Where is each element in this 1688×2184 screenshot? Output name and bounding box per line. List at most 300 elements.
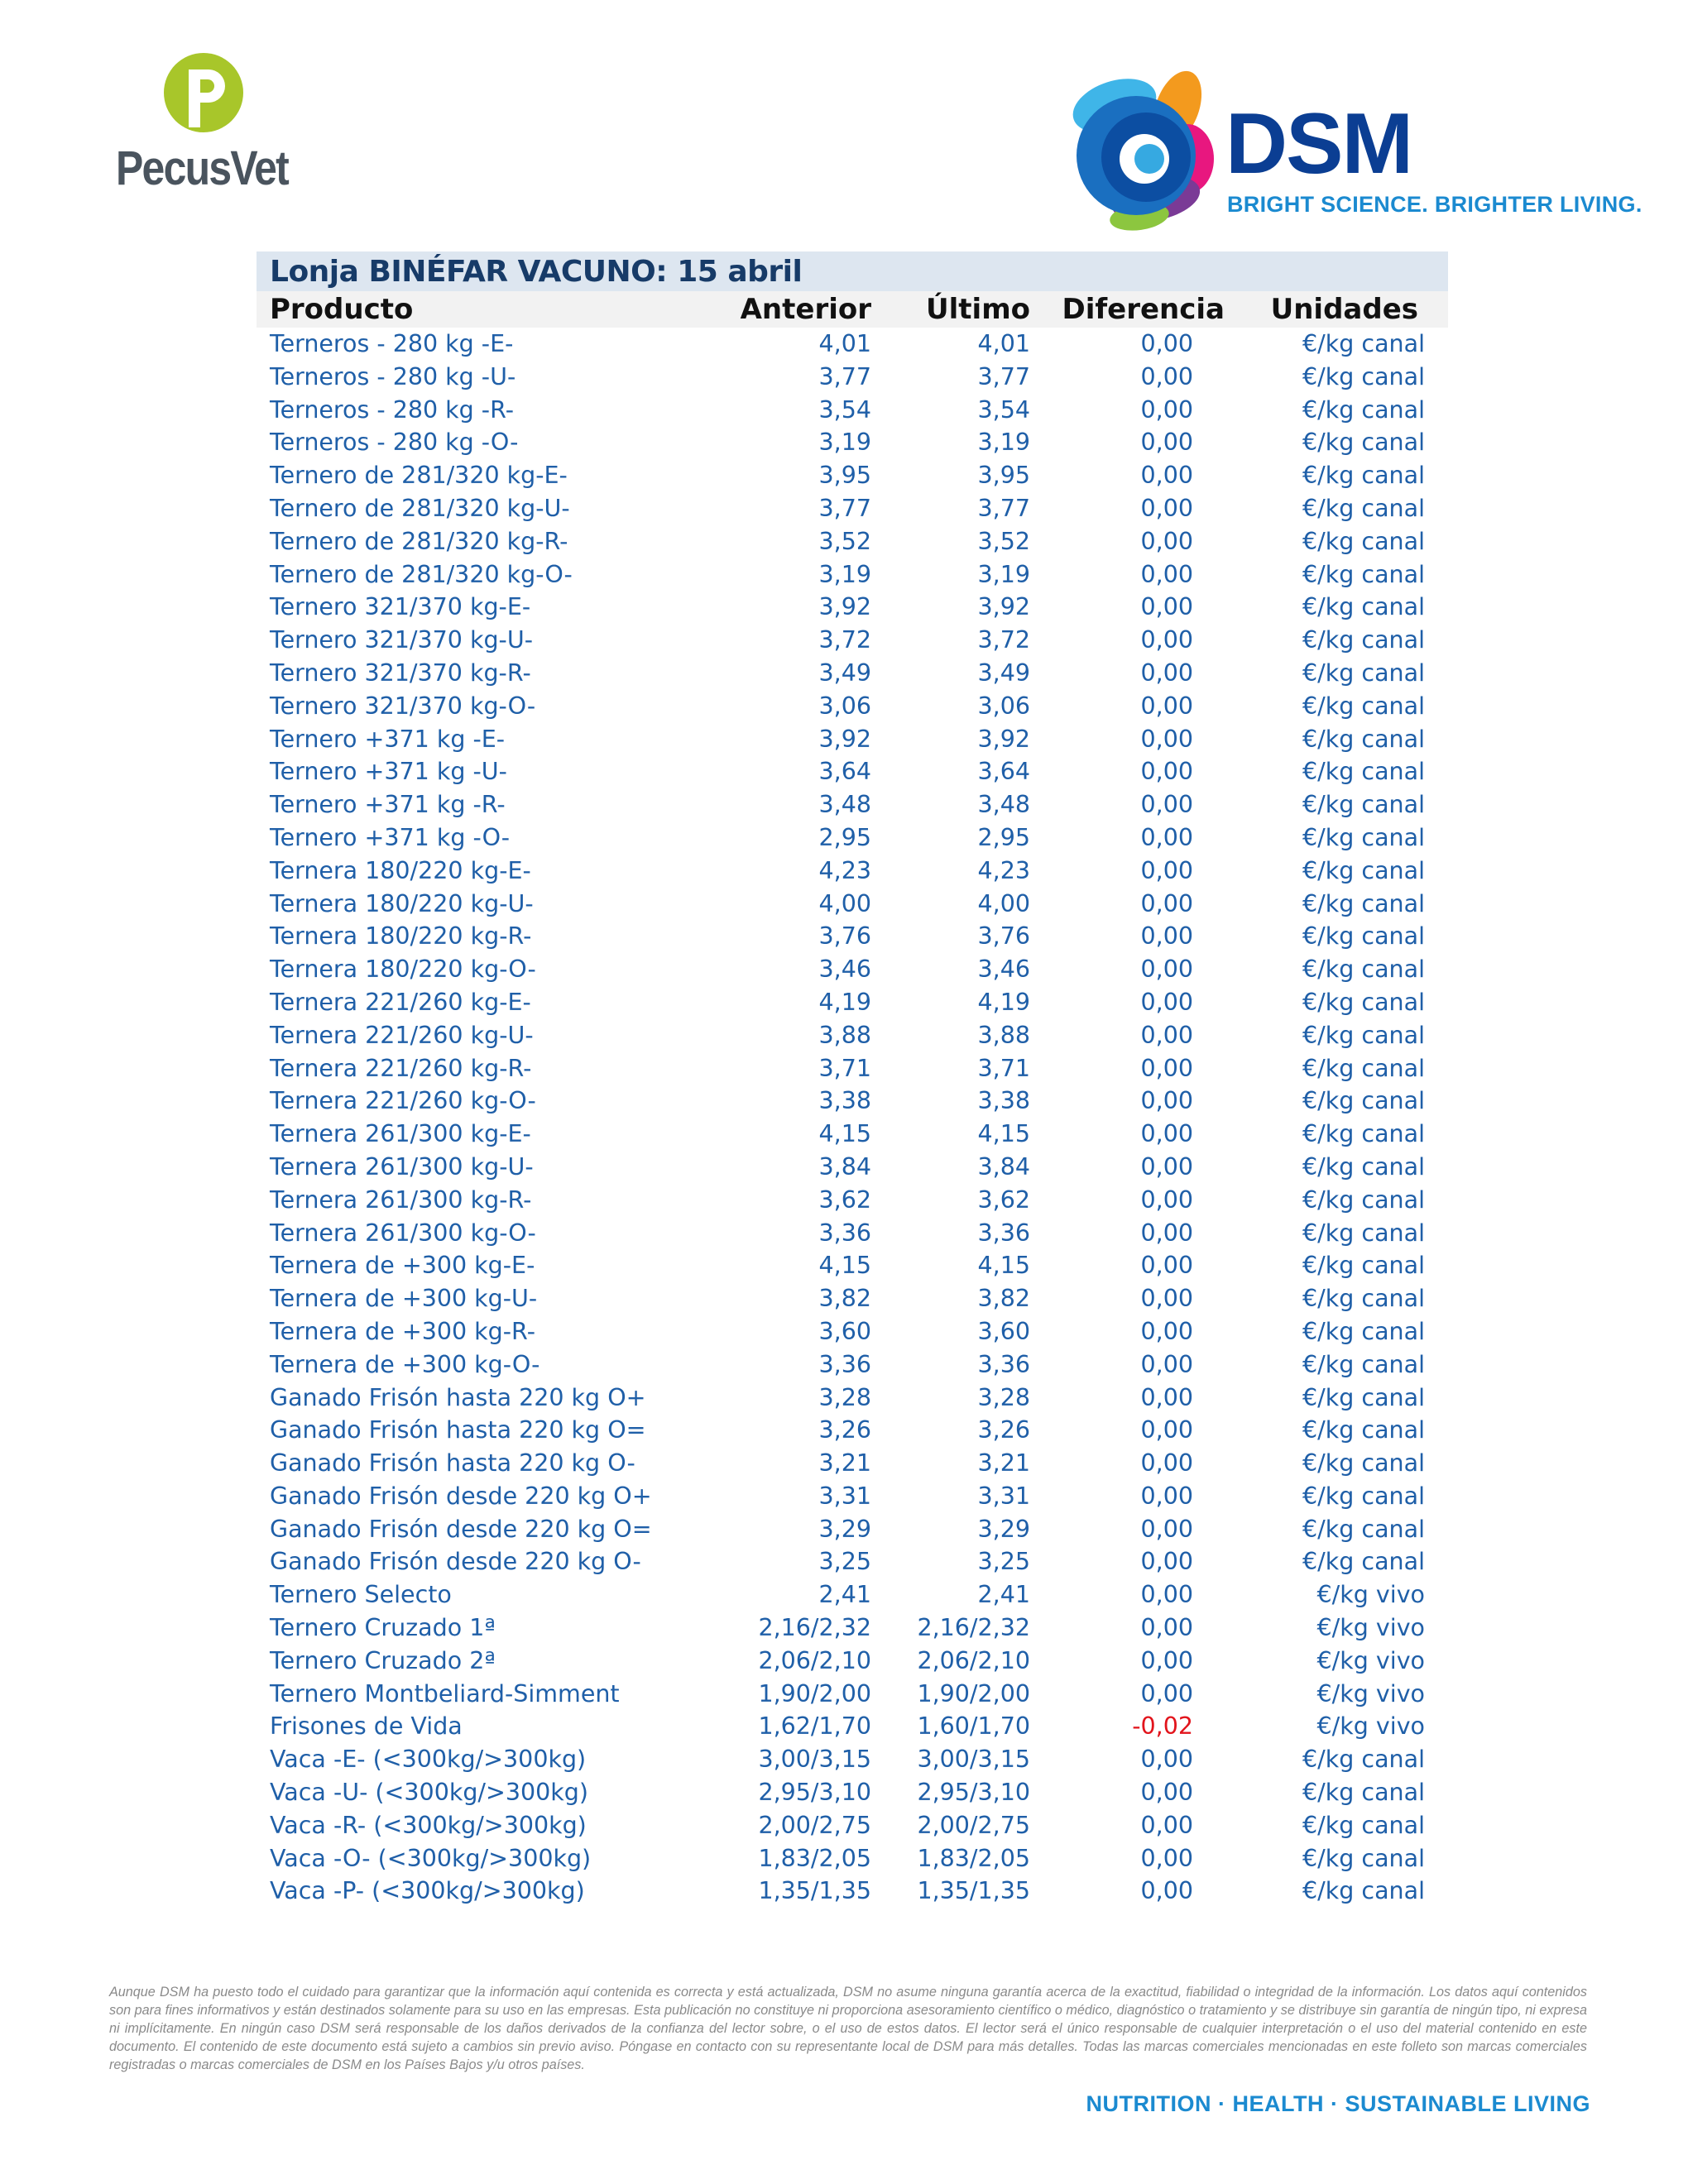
last-cell: 3,28 <box>977 1383 1030 1411</box>
table-row <box>257 1249 1448 1282</box>
difference-cell: 0,00 <box>1140 560 1193 588</box>
previous-cell: 2,95/3,10 <box>758 1779 871 1807</box>
last-cell: 1,83/2,05 <box>917 1844 1030 1872</box>
product-cell: Vaca -U- (<300kg/>300kg) <box>270 1779 589 1807</box>
table-row <box>257 1612 1448 1645</box>
last-cell: 3,49 <box>977 659 1030 687</box>
last-cell: 2,95/3,10 <box>917 1779 1030 1807</box>
difference-cell: 0,00 <box>1140 1581 1193 1609</box>
table-row <box>257 1447 1448 1480</box>
table-row <box>257 1678 1448 1711</box>
product-cell: Ternero de 281/320 kg-R- <box>270 527 568 555</box>
previous-cell: 4,15 <box>818 1252 871 1280</box>
table-row <box>257 591 1448 624</box>
product-cell: Ternera de +300 kg-U- <box>270 1285 538 1313</box>
units-cell: €/kg canal <box>1302 1317 1425 1345</box>
units-cell: €/kg canal <box>1302 1252 1425 1280</box>
difference-cell: 0,00 <box>1140 494 1193 522</box>
table-row <box>257 755 1448 788</box>
units-cell: €/kg canal <box>1302 922 1425 951</box>
previous-cell: 3,49 <box>818 659 871 687</box>
units-cell: €/kg canal <box>1302 395 1425 424</box>
previous-cell: 3,38 <box>818 1087 871 1115</box>
difference-cell: 0,00 <box>1140 1844 1193 1872</box>
units-cell: €/kg canal <box>1302 956 1425 984</box>
previous-cell: 3,84 <box>818 1152 871 1181</box>
table-row <box>257 1348 1448 1382</box>
previous-cell: 3,48 <box>818 791 871 819</box>
difference-cell: 0,00 <box>1140 1087 1193 1115</box>
previous-cell: 3,92 <box>818 725 871 753</box>
product-cell: Ternero de 281/320 kg-U- <box>270 494 570 522</box>
table-row <box>257 1480 1448 1513</box>
product-cell: Ternera 261/300 kg-E- <box>270 1120 531 1148</box>
table-row <box>257 1710 1448 1743</box>
difference-cell: 0,00 <box>1140 593 1193 621</box>
units-cell: €/kg canal <box>1302 1152 1425 1181</box>
last-cell: 3,95 <box>977 462 1030 490</box>
previous-cell: 3,72 <box>818 626 871 654</box>
table-row <box>257 361 1448 394</box>
table-row <box>257 1645 1448 1678</box>
difference-cell: 0,00 <box>1140 1811 1193 1839</box>
last-cell: 4,00 <box>977 889 1030 917</box>
last-cell: 3,72 <box>977 626 1030 654</box>
header-units: Unidades <box>1270 293 1418 326</box>
units-cell: €/kg canal <box>1302 462 1425 490</box>
previous-cell: 3,28 <box>818 1383 871 1411</box>
last-cell: 3,46 <box>977 956 1030 984</box>
table-row <box>257 888 1448 921</box>
units-cell: €/kg canal <box>1302 1383 1425 1411</box>
units-cell: €/kg canal <box>1302 1877 1425 1905</box>
product-cell: Ternero Cruzado 2ª <box>270 1646 496 1674</box>
product-cell: Vaca -P- (<300kg/>300kg) <box>270 1877 585 1905</box>
units-cell: €/kg canal <box>1302 1482 1425 1510</box>
difference-cell: 0,00 <box>1140 1614 1193 1642</box>
table-row <box>257 953 1448 986</box>
difference-cell: 0,00 <box>1140 823 1193 851</box>
table-row <box>257 1052 1448 1085</box>
table-row <box>257 788 1448 821</box>
difference-cell: 0,00 <box>1140 758 1193 786</box>
difference-cell: 0,00 <box>1140 1383 1193 1411</box>
dsm-swirl-icon <box>1063 66 1220 232</box>
difference-cell: 0,00 <box>1140 1219 1193 1247</box>
last-cell: 3,36 <box>977 1350 1030 1378</box>
previous-cell: 3,26 <box>818 1416 871 1444</box>
last-cell: 3,19 <box>977 429 1030 457</box>
previous-cell: 3,88 <box>818 1021 871 1049</box>
difference-cell: 0,00 <box>1140 1285 1193 1313</box>
previous-cell: 3,60 <box>818 1317 871 1345</box>
difference-cell: 0,00 <box>1140 1746 1193 1774</box>
difference-cell: -0,02 <box>1132 1712 1193 1741</box>
difference-cell: 0,00 <box>1140 429 1193 457</box>
last-cell: 2,06/2,10 <box>917 1646 1030 1674</box>
table-header-row <box>257 291 1448 328</box>
units-cell: €/kg canal <box>1302 1285 1425 1313</box>
table-row <box>257 1085 1448 1118</box>
last-cell: 1,90/2,00 <box>917 1679 1030 1707</box>
previous-cell: 3,25 <box>818 1548 871 1576</box>
difference-cell: 0,00 <box>1140 1021 1193 1049</box>
product-cell: Ternera 221/260 kg-U- <box>270 1021 534 1049</box>
units-cell: €/kg canal <box>1302 1811 1425 1839</box>
units-cell: €/kg vivo <box>1316 1614 1425 1642</box>
product-cell: Ternera 180/220 kg-E- <box>270 856 531 884</box>
last-cell: 3,54 <box>977 395 1030 424</box>
units-cell: €/kg canal <box>1302 1844 1425 1872</box>
table-row <box>257 1545 1448 1578</box>
last-cell: 3,52 <box>977 527 1030 555</box>
last-cell: 3,06 <box>977 692 1030 720</box>
units-cell: €/kg canal <box>1302 1120 1425 1148</box>
last-cell: 2,41 <box>977 1581 1030 1609</box>
difference-cell: 0,00 <box>1140 1152 1193 1181</box>
header-previous: Anterior <box>740 293 871 326</box>
difference-cell: 0,00 <box>1140 659 1193 687</box>
product-cell: Ternero +371 kg -E- <box>270 725 506 753</box>
difference-cell: 0,00 <box>1140 626 1193 654</box>
product-cell: Ternera de +300 kg-O- <box>270 1350 540 1378</box>
difference-cell: 0,00 <box>1140 362 1193 390</box>
units-cell: €/kg canal <box>1302 659 1425 687</box>
table-row <box>257 624 1448 657</box>
units-cell: €/kg canal <box>1302 527 1425 555</box>
table-row <box>257 1776 1448 1809</box>
difference-cell: 0,00 <box>1140 1185 1193 1214</box>
difference-cell: 0,00 <box>1140 692 1193 720</box>
table-title: Lonja BINÉFAR VACUNO: 15 abril <box>257 251 1448 291</box>
units-cell: €/kg canal <box>1302 330 1425 357</box>
table-row <box>257 1414 1448 1447</box>
last-cell: 4,19 <box>977 988 1030 1016</box>
pecusvet-mark-icon <box>162 51 245 134</box>
previous-cell: 4,19 <box>818 988 871 1016</box>
previous-cell: 2,00/2,75 <box>758 1811 871 1839</box>
table-row <box>257 459 1448 492</box>
difference-cell: 0,00 <box>1140 1548 1193 1576</box>
table-row <box>257 426 1448 459</box>
product-cell: Vaca -E- (<300kg/>300kg) <box>270 1746 587 1774</box>
units-cell: €/kg canal <box>1302 988 1425 1016</box>
difference-cell: 0,00 <box>1140 395 1193 424</box>
table-row <box>257 1282 1448 1315</box>
last-cell: 3,62 <box>977 1185 1030 1214</box>
units-cell: €/kg canal <box>1302 1054 1425 1082</box>
previous-cell: 4,00 <box>818 889 871 917</box>
difference-cell: 0,00 <box>1140 988 1193 1016</box>
price-table <box>257 251 1448 1908</box>
last-cell: 3,26 <box>977 1416 1030 1444</box>
previous-cell: 3,77 <box>818 494 871 522</box>
last-cell: 3,60 <box>977 1317 1030 1345</box>
table-row <box>257 690 1448 723</box>
units-cell: €/kg canal <box>1302 823 1425 851</box>
difference-cell: 0,00 <box>1140 889 1193 917</box>
units-cell: €/kg vivo <box>1316 1679 1425 1707</box>
product-cell: Ternero 321/370 kg-R- <box>270 659 531 687</box>
units-cell: €/kg canal <box>1302 1087 1425 1115</box>
previous-cell: 3,64 <box>818 758 871 786</box>
product-cell: Ternera de +300 kg-R- <box>270 1317 535 1345</box>
last-cell: 3,76 <box>977 922 1030 951</box>
table-row <box>257 821 1448 855</box>
previous-cell: 3,76 <box>818 922 871 951</box>
product-cell: Ganado Frisón desde 220 kg O= <box>270 1515 652 1543</box>
units-cell: €/kg canal <box>1302 593 1425 621</box>
previous-cell: 3,36 <box>818 1219 871 1247</box>
product-cell: Ternero Selecto <box>270 1581 452 1609</box>
table-row <box>257 1118 1448 1151</box>
units-cell: €/kg canal <box>1302 692 1425 720</box>
difference-cell: 0,00 <box>1140 1779 1193 1807</box>
product-cell: Terneros - 280 kg -U- <box>270 362 516 390</box>
previous-cell: 2,16/2,32 <box>758 1614 871 1642</box>
previous-cell: 3,29 <box>818 1515 871 1543</box>
product-cell: Terneros - 280 kg -R- <box>270 395 515 424</box>
dsm-tagline: BRIGHT SCIENCE. BRIGHTER LIVING. <box>1227 192 1642 217</box>
last-cell: 3,71 <box>977 1054 1030 1082</box>
previous-cell: 4,01 <box>818 330 871 357</box>
product-cell: Ternero Cruzado 1ª <box>270 1614 496 1642</box>
difference-cell: 0,00 <box>1140 1317 1193 1345</box>
difference-cell: 0,00 <box>1140 1646 1193 1674</box>
units-cell: €/kg canal <box>1302 1779 1425 1807</box>
table-row <box>257 1217 1448 1250</box>
pecusvet-logo <box>116 51 298 200</box>
difference-cell: 0,00 <box>1140 527 1193 555</box>
units-cell: €/kg canal <box>1302 1548 1425 1576</box>
difference-cell: 0,00 <box>1140 1679 1193 1707</box>
previous-cell: 1,62/1,70 <box>758 1712 871 1741</box>
table-row <box>257 1513 1448 1546</box>
previous-cell: 3,19 <box>818 429 871 457</box>
header-product: Producto <box>270 293 414 326</box>
previous-cell: 1,83/2,05 <box>758 1844 871 1872</box>
last-cell: 2,00/2,75 <box>917 1811 1030 1839</box>
difference-cell: 0,00 <box>1140 791 1193 819</box>
table-row <box>257 1315 1448 1348</box>
last-cell: 3,21 <box>977 1449 1030 1478</box>
product-cell: Terneros - 280 kg -O- <box>270 429 519 457</box>
units-cell: €/kg canal <box>1302 791 1425 819</box>
last-cell: 1,35/1,35 <box>917 1877 1030 1905</box>
table-row <box>257 328 1448 361</box>
last-cell: 4,15 <box>977 1252 1030 1280</box>
product-cell: Ternera 261/300 kg-U- <box>270 1152 534 1181</box>
product-cell: Ternero +371 kg -O- <box>270 823 511 851</box>
units-cell: €/kg canal <box>1302 1185 1425 1214</box>
units-cell: €/kg canal <box>1302 1449 1425 1478</box>
units-cell: €/kg canal <box>1302 856 1425 884</box>
dsm-logo <box>1063 66 1642 232</box>
previous-cell: 2,06/2,10 <box>758 1646 871 1674</box>
last-cell: 4,01 <box>977 330 1030 357</box>
previous-cell: 3,36 <box>818 1350 871 1378</box>
product-cell: Vaca -O- (<300kg/>300kg) <box>270 1844 592 1872</box>
product-cell: Ternero +371 kg -R- <box>270 791 506 819</box>
product-cell: Ternera 261/300 kg-O- <box>270 1219 536 1247</box>
last-cell: 3,88 <box>977 1021 1030 1049</box>
table-row <box>257 920 1448 953</box>
product-cell: Ganado Frisón desde 220 kg O- <box>270 1548 641 1576</box>
product-cell: Ternero Montbeliard-Simment <box>270 1679 620 1707</box>
previous-cell: 3,19 <box>818 560 871 588</box>
difference-cell: 0,00 <box>1140 1416 1193 1444</box>
last-cell: 2,16/2,32 <box>917 1614 1030 1642</box>
previous-cell: 2,41 <box>818 1581 871 1609</box>
difference-cell: 0,00 <box>1140 856 1193 884</box>
last-cell: 3,77 <box>977 362 1030 390</box>
previous-cell: 3,31 <box>818 1482 871 1510</box>
table-row <box>257 1382 1448 1415</box>
last-cell: 3,25 <box>977 1548 1030 1576</box>
header-last: Último <box>926 293 1030 326</box>
previous-cell: 3,46 <box>818 956 871 984</box>
units-cell: €/kg canal <box>1302 560 1425 588</box>
previous-cell: 3,92 <box>818 593 871 621</box>
last-cell: 1,60/1,70 <box>917 1712 1030 1741</box>
header-difference: Diferencia <box>1062 293 1225 326</box>
product-cell: Ternera 180/220 kg-O- <box>270 956 536 984</box>
table-row <box>257 657 1448 690</box>
difference-cell: 0,00 <box>1140 1877 1193 1905</box>
difference-cell: 0,00 <box>1140 1515 1193 1543</box>
product-cell: Ternero 321/370 kg-U- <box>270 626 533 654</box>
last-cell: 3,19 <box>977 560 1030 588</box>
last-cell: 3,82 <box>977 1285 1030 1313</box>
table-row <box>257 1842 1448 1875</box>
product-cell: Frisones de Vida <box>270 1712 463 1741</box>
product-cell: Ternera 180/220 kg-R- <box>270 922 532 951</box>
units-cell: €/kg canal <box>1302 362 1425 390</box>
table-row <box>257 855 1448 888</box>
difference-cell: 0,00 <box>1140 725 1193 753</box>
disclaimer-text: Aunque DSM ha puesto todo el cuidado para garantizar que la información aquí contenida es correcta y está actualizada, DSM no asume ninguna garantía acerca de la exactitud, fiabilidad o integridad de la información. Los datos aquí contenidos son para fines informativos y están destinados solamente para su uso en las empresas. Esta publicación no constituye ni proporciona asesoramiento científico o médico, diagnóstico o tratamiento y se distribuye sin garantía de ningún tipo, ni expresa ni implícitamente. En ningún caso DSM será responsable de los daños derivados de la confianza del lector sobre, o el uso de estos datos. El lector será el único responsable de cualquier interpretación o el uso del material contenido en este documento. El contenido de este documento está sujeto a cambios sin previo aviso. Póngase en contacto con su representante local de DSM para más detalles. Todas las marcas comerciales mencionadas en este folleto son marcas comerciales registradas o marcas comerciales de DSM en los Países Bajos y/u otros países. <box>109 1985 1587 2072</box>
difference-cell: 0,00 <box>1140 1449 1193 1478</box>
previous-cell: 3,62 <box>818 1185 871 1214</box>
difference-cell: 0,00 <box>1140 462 1193 490</box>
table-row <box>257 492 1448 525</box>
product-cell: Ganado Frisón hasta 220 kg O- <box>270 1449 635 1478</box>
dsm-name: DSM <box>1225 96 1412 192</box>
units-cell: €/kg vivo <box>1316 1712 1425 1741</box>
units-cell: €/kg canal <box>1302 889 1425 917</box>
product-cell: Terneros - 280 kg -E- <box>270 330 514 357</box>
units-cell: €/kg canal <box>1302 429 1425 457</box>
previous-cell: 3,77 <box>818 362 871 390</box>
pecusvet-name: PecusVet <box>116 141 289 195</box>
last-cell: 3,38 <box>977 1087 1030 1115</box>
units-cell: €/kg canal <box>1302 1515 1425 1543</box>
difference-cell: 0,00 <box>1140 1252 1193 1280</box>
units-cell: €/kg canal <box>1302 725 1425 753</box>
table-row <box>257 1743 1448 1776</box>
last-cell: 3,92 <box>977 593 1030 621</box>
table-row <box>257 525 1448 558</box>
units-cell: €/kg vivo <box>1316 1646 1425 1674</box>
product-cell: Ganado Frisón desde 220 kg O+ <box>270 1482 652 1510</box>
last-cell: 3,77 <box>977 494 1030 522</box>
last-cell: 3,36 <box>977 1219 1030 1247</box>
difference-cell: 0,00 <box>1140 330 1193 357</box>
last-cell: 3,00/3,15 <box>917 1746 1030 1774</box>
table-row <box>257 1875 1448 1908</box>
table-body <box>257 328 1448 1908</box>
product-cell: Ternero de 281/320 kg-E- <box>270 462 568 490</box>
last-cell: 3,31 <box>977 1482 1030 1510</box>
product-cell: Ternero 321/370 kg-E- <box>270 593 531 621</box>
last-cell: 3,48 <box>977 791 1030 819</box>
previous-cell: 1,35/1,35 <box>758 1877 871 1905</box>
table-row <box>257 558 1448 592</box>
units-cell: €/kg canal <box>1302 1350 1425 1378</box>
units-cell: €/kg canal <box>1302 494 1425 522</box>
product-cell: Vaca -R- (<300kg/>300kg) <box>270 1811 587 1839</box>
units-cell: €/kg canal <box>1302 1021 1425 1049</box>
product-cell: Ternera 221/260 kg-R- <box>270 1054 532 1082</box>
table-row <box>257 723 1448 756</box>
previous-cell: 3,95 <box>818 462 871 490</box>
previous-cell: 3,82 <box>818 1285 871 1313</box>
units-cell: €/kg canal <box>1302 1746 1425 1774</box>
previous-cell: 3,52 <box>818 527 871 555</box>
last-cell: 3,84 <box>977 1152 1030 1181</box>
units-cell: €/kg canal <box>1302 1416 1425 1444</box>
units-cell: €/kg vivo <box>1316 1581 1425 1609</box>
product-cell: Ganado Frisón hasta 220 kg O= <box>270 1416 646 1444</box>
last-cell: 4,15 <box>977 1120 1030 1148</box>
last-cell: 4,23 <box>977 856 1030 884</box>
previous-cell: 3,54 <box>818 395 871 424</box>
product-cell: Ganado Frisón hasta 220 kg O+ <box>270 1383 646 1411</box>
previous-cell: 4,15 <box>818 1120 871 1148</box>
previous-cell: 3,00/3,15 <box>758 1746 871 1774</box>
last-cell: 2,95 <box>977 823 1030 851</box>
difference-cell: 0,00 <box>1140 1120 1193 1148</box>
previous-cell: 3,06 <box>818 692 871 720</box>
footer-tagline: NUTRITION · HEALTH · SUSTAINABLE LIVING <box>1086 2091 1590 2116</box>
previous-cell: 1,90/2,00 <box>758 1679 871 1707</box>
table-row <box>257 1578 1448 1612</box>
product-cell: Ternera 221/260 kg-E- <box>270 988 531 1016</box>
table-row <box>257 1151 1448 1184</box>
last-cell: 3,92 <box>977 725 1030 753</box>
last-cell: 3,64 <box>977 758 1030 786</box>
previous-cell: 3,71 <box>818 1054 871 1082</box>
difference-cell: 0,00 <box>1140 1482 1193 1510</box>
table-row <box>257 1809 1448 1842</box>
difference-cell: 0,00 <box>1140 1350 1193 1378</box>
product-cell: Ternera de +300 kg-E- <box>270 1252 535 1280</box>
product-cell: Ternera 261/300 kg-R- <box>270 1185 532 1214</box>
product-cell: Ternero +371 kg -U- <box>270 758 507 786</box>
units-cell: €/kg canal <box>1302 626 1425 654</box>
units-cell: €/kg canal <box>1302 1219 1425 1247</box>
difference-cell: 0,00 <box>1140 956 1193 984</box>
product-cell: Ternero de 281/320 kg-O- <box>270 560 573 588</box>
difference-cell: 0,00 <box>1140 922 1193 951</box>
units-cell: €/kg canal <box>1302 758 1425 786</box>
difference-cell: 0,00 <box>1140 1054 1193 1082</box>
table-row <box>257 986 1448 1019</box>
product-cell: Ternero 321/370 kg-O- <box>270 692 536 720</box>
previous-cell: 3,21 <box>818 1449 871 1478</box>
product-cell: Ternera 180/220 kg-U- <box>270 889 534 917</box>
table-row <box>257 394 1448 427</box>
